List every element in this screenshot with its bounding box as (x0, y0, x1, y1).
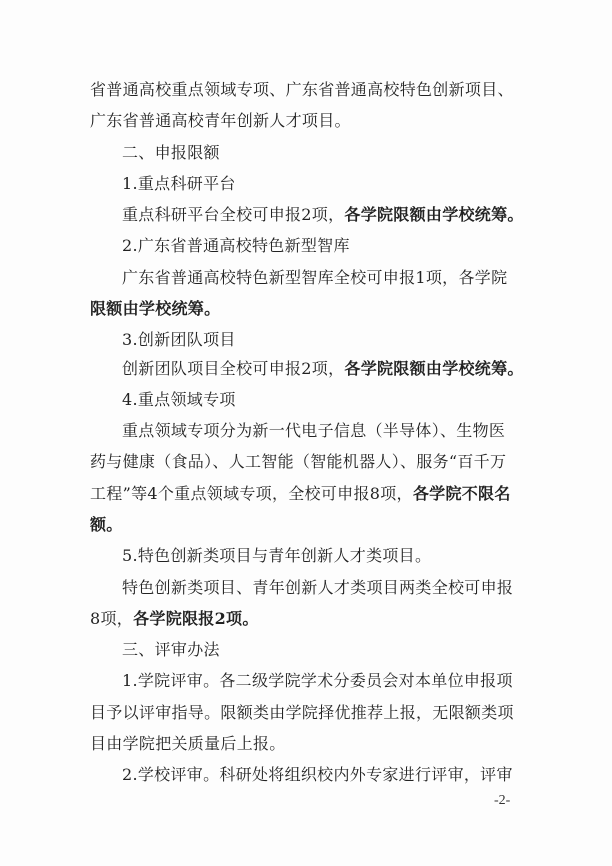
line-bold-text: 各学院不限名 (412, 484, 511, 503)
text-line-12 (122, 421, 505, 441)
section-heading-quota (122, 143, 220, 163)
subheading-think-tank (122, 236, 350, 256)
line-text: 工程”等4个重点领域专项，全校可申报8项， (90, 484, 413, 503)
text-line-15 (90, 515, 123, 535)
subheading-key-platform (122, 174, 236, 194)
section-heading-review (122, 640, 220, 660)
text-line-5 (122, 205, 524, 225)
line-text: 4.重点领域专项 (122, 390, 236, 409)
text-line-20 (122, 671, 513, 691)
text-line-10 (122, 359, 524, 379)
text-line-23 (122, 765, 513, 785)
subheading-key-fields (122, 390, 236, 410)
line-text: 2.广东省普通高校特色新型智库 (122, 236, 350, 255)
line-text: 5.特色创新类项目与青年创新人才类项目。 (122, 546, 432, 565)
line-bold-text: 各学院限报2项。 (133, 609, 259, 628)
line-text: 8项， (90, 609, 134, 628)
line-bold-text: 额。 (90, 515, 123, 534)
line-text: 省普通高校重点领域专项、广东省普通高校特色创新项目、 (90, 80, 514, 99)
line-bold-text: 各学院限额由学校统筹。 (344, 359, 524, 378)
subheading-innovation-team (122, 330, 236, 350)
line-text: 1.重点科研平台 (122, 174, 236, 193)
line-text: 创新团队项目全校可申报2项， (122, 359, 345, 378)
line-text: 2.学校评审。科研处将组织校内外专家进行评审，评审 (122, 765, 513, 784)
text-line-7 (122, 268, 507, 288)
line-text: 广东省普通高校青年创新人才项目。 (90, 111, 351, 130)
line-text: 重点科研平台全校可申报2项， (122, 205, 345, 224)
text-line-18 (90, 609, 259, 629)
line-text: 1.学院评审。各二级学院学术分委员会对本单位申报项 (122, 671, 513, 690)
text-line-14 (90, 484, 511, 504)
text-line-8 (90, 299, 220, 319)
text-line-13 (90, 452, 506, 472)
text-line-22 (90, 734, 286, 754)
line-bold-text: 限额由学校统筹。 (90, 299, 221, 318)
line-text: 3.创新团队项目 (122, 330, 236, 349)
line-bold-text: 各学院限额由学校统筹。 (344, 205, 524, 224)
line-text: 特色创新类项目、青年创新人才类项目两类全校可申报 (122, 578, 514, 597)
line-text: 重点领域专项分为新一代电子信息（半导体）、生物医 (122, 421, 506, 440)
text-line-2 (90, 111, 351, 131)
line-text: 目由学院把关质量后上报。 (90, 734, 286, 753)
line-text: 广东省普通高校特色新型智库全校可申报1项，各学院 (122, 268, 508, 287)
text-line-1 (90, 80, 514, 100)
line-text: 目予以评审指导。限额类由学院择优推荐上报，无限额类项 (90, 703, 514, 722)
line-text: 二、申报限额 (122, 143, 220, 162)
line-text: 三、评审办法 (122, 640, 220, 659)
text-line-21 (90, 703, 514, 723)
subheading-special-projects (122, 546, 431, 566)
text-line-17 (122, 578, 513, 598)
page-number: -2- (494, 793, 511, 808)
line-text: 药与健康（食品）、人工智能（智能机器人）、服务“百千万 (90, 452, 507, 471)
